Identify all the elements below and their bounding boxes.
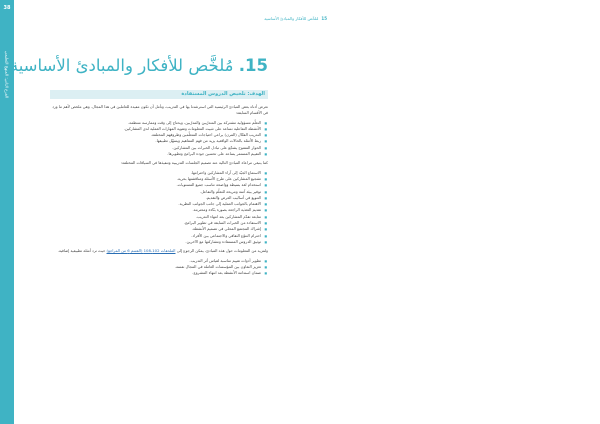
- page-title: [9, 56, 268, 76]
- list-item: ■ التنويع في أساليب العرض والتقديم.: [50, 195, 261, 201]
- body-content: [50, 104, 268, 279]
- title-number: 15.: [238, 56, 268, 75]
- list-item: ■ توثيق الدروس المستفادة ومشاركتها مع الآخرين.: [50, 239, 261, 245]
- second-paragraph: كما ينبغي مراعاة المبادئ التالية عند تصميم الجلسات التدريبية وتنفيذها في السياقات المختلفة:: [120, 160, 268, 166]
- reference-tail: حيث ترد أمثلة تطبيقية إضافية.: [57, 248, 107, 254]
- intro-paragraph: نعرض أدناه بعض المبادئ الرئيسية التي استرشدنا بها في التدريب، ونأمل أن تكون مفيدة للعاملين في هذا المجال. وهي ملخص لأهم ما ورد في الأقسام السابقة:: [52, 104, 268, 116]
- page-number: 38: [3, 5, 11, 11]
- list-item: ■ تعزيز التعاون بين المؤسسات العاملة في المجال نفسه.: [50, 264, 261, 270]
- reference-lead: ولمزيد من المعلومات حول هذه المبادئ، يمكن الرجوع إلى: [176, 248, 268, 254]
- list-item: ■ احترام التنوّع الثقافي والاجتماعي بين الأفراد.: [50, 233, 261, 239]
- title-text: مُلخَّص للأفكار والمبادئ الأساسية: [9, 56, 239, 75]
- final-list: [50, 258, 268, 277]
- header-number: 15: [321, 16, 327, 21]
- header-text: مُلخّص للأفكار والمبادئ الأساسية: [264, 16, 319, 21]
- list-item: ■ ضمان استدامة الأنشطة بعد انتهاء المشروع.: [50, 270, 261, 276]
- principles-list: [50, 120, 268, 158]
- list-item: ■ الحوار المفتوح يشجّع على تبادل الخبرات بين المشاركين.: [50, 145, 261, 151]
- list-item: ■ التدريب الفعّال (المرن) يراعي احتياجات المتعلّمين وظروفهم المختلفة.: [50, 132, 261, 138]
- objective-heading: الهدف: تلخيص الدروس المستفادة: [50, 90, 268, 99]
- list-item: ■ تطوير أدوات تقييم مناسبة لقياس أثر التدريب.: [50, 258, 261, 264]
- list-item: ■ الاستفادة من الخبرات السابقة في تطوير البرامج.: [50, 220, 261, 226]
- list-item: ■ تقديم التغذية الراجعة بصورة بنّاءة ومحترمة.: [50, 207, 261, 213]
- guidelines-list: [50, 170, 268, 246]
- reference-paragraph: [50, 248, 268, 254]
- list-item: ■ إشراك المجتمع المحلي في تصميم الأنشطة.: [50, 226, 261, 232]
- list-item: ■ الأنشطة التفاعلية تساعد على تثبيت المعلومات وتقوية المهارات العملية لدى المشاركين.: [50, 126, 261, 132]
- list-item: ■ استخدام لغة بسيطة وواضحة تناسب جميع المستويات.: [50, 182, 261, 188]
- list-item: ■ التقييم المستمر يساعد على تحسين جودة البرامج وتطويرها.: [50, 151, 261, 157]
- list-item: ■ توفير بيئة آمنة ومريحة للتعلّم والتفاعل.: [50, 189, 261, 195]
- list-item: ■ تشجيع المشاركين على طرح الأسئلة ومناقشتها بحرية.: [50, 176, 261, 182]
- list-item: ■ ربط الأمثلة بالحالات الواقعية يزيد من فهم المفاهيم ويسهّل تطبيقها.: [50, 138, 261, 144]
- sidebar-vertical-text: الفرع الثاني: المنهج التعليمي: [4, 50, 10, 99]
- list-item: ■ الاستماع الجيّد إلى آراء المشاركين واحترامها.: [50, 170, 261, 176]
- running-header: [200, 16, 327, 21]
- reference-link[interactable]: الملحقات 102-108 (القسم 6 من المراجع): [106, 248, 176, 254]
- list-item: ■ التعلّم مسؤولية مشتركة بين المتدرّبين والمدرّبين، ويحتاج إلى وقت وممارسة منتظمة.: [50, 120, 261, 126]
- list-item: ■ متابعة تقدّم المشاركين بعد انتهاء التدريب.: [50, 214, 261, 220]
- list-item: ■ الاهتمام بالجوانب العملية إلى جانب الجوانب النظرية.: [50, 201, 261, 207]
